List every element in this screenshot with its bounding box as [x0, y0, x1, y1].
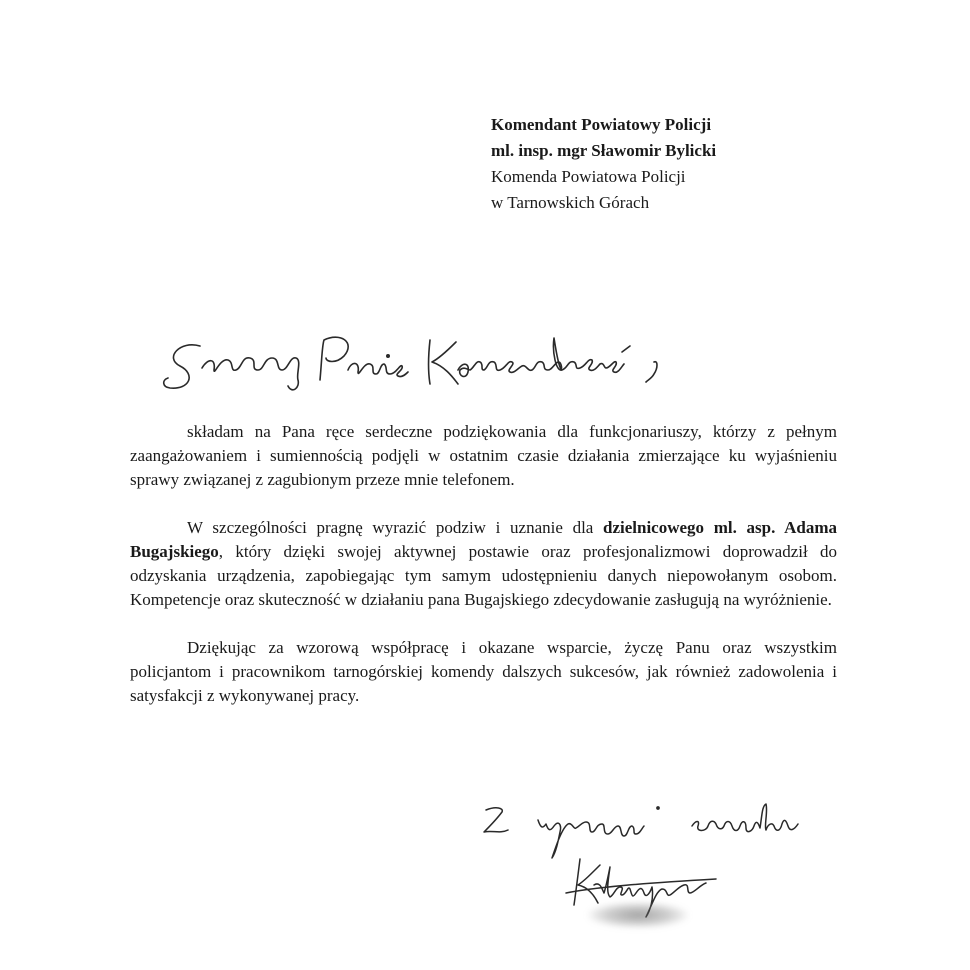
handwritten-closing — [478, 790, 838, 860]
letter-body — [130, 420, 837, 732]
addressee-block — [491, 112, 716, 216]
paragraph-3: Dziękując za wzorową współpracę i okazane wsparcie, życzę Panu oraz wszystkim policjantom i pracownikom tarnogórskiej komendy dalszych sukcesów, jak również zadowolenia i satysfakcji z wykonywanej pracy. — [130, 638, 837, 705]
addressee-unit: Komenda Powiatowa Policji — [491, 167, 686, 186]
blurred-signature-name — [588, 902, 688, 928]
handwritten-salutation-drawing — [160, 318, 680, 408]
paragraph-2-rest: , który dzięki swojej aktywnej postawie oraz profesjonalizmowi doprowadził do odzyskania urządzenia, zapobiegając tym samym udostępnieniu danych niepowołanym osobom. Kompetencje oraz skuteczność w działaniu pana Bugajskiego zdecydowanie zasługują na wyróżnienie. — [130, 542, 837, 609]
addressee-title: Komendant Powiatowy Policji — [491, 115, 712, 134]
paragraph-2-intro: W szczególności pragnę wyrazić podziw i uznanie dla — [187, 518, 604, 537]
paragraph-1: składam na Pana ręce serdeczne podziękowania dla funkcjonariuszy, którzy z pełnym zaangażowaniem i sumiennością podjęli w ostatnim czasie działania zmierzające ku wyjaśnieniu sprawy związanej z zagubionym przeze mnie telefonem. — [130, 422, 837, 489]
handwritten-salutation — [160, 318, 680, 408]
paragraph-2-officer: dzielnicowego ml. asp. Adama Bugajskiego — [130, 518, 837, 561]
paragraph-2 — [130, 516, 837, 612]
addressee-city: w Tarnowskich Górach — [491, 193, 650, 212]
handwritten-closing-drawing — [478, 790, 838, 860]
addressee-name: ml. insp. mgr Sławomir Bylicki — [491, 141, 717, 160]
